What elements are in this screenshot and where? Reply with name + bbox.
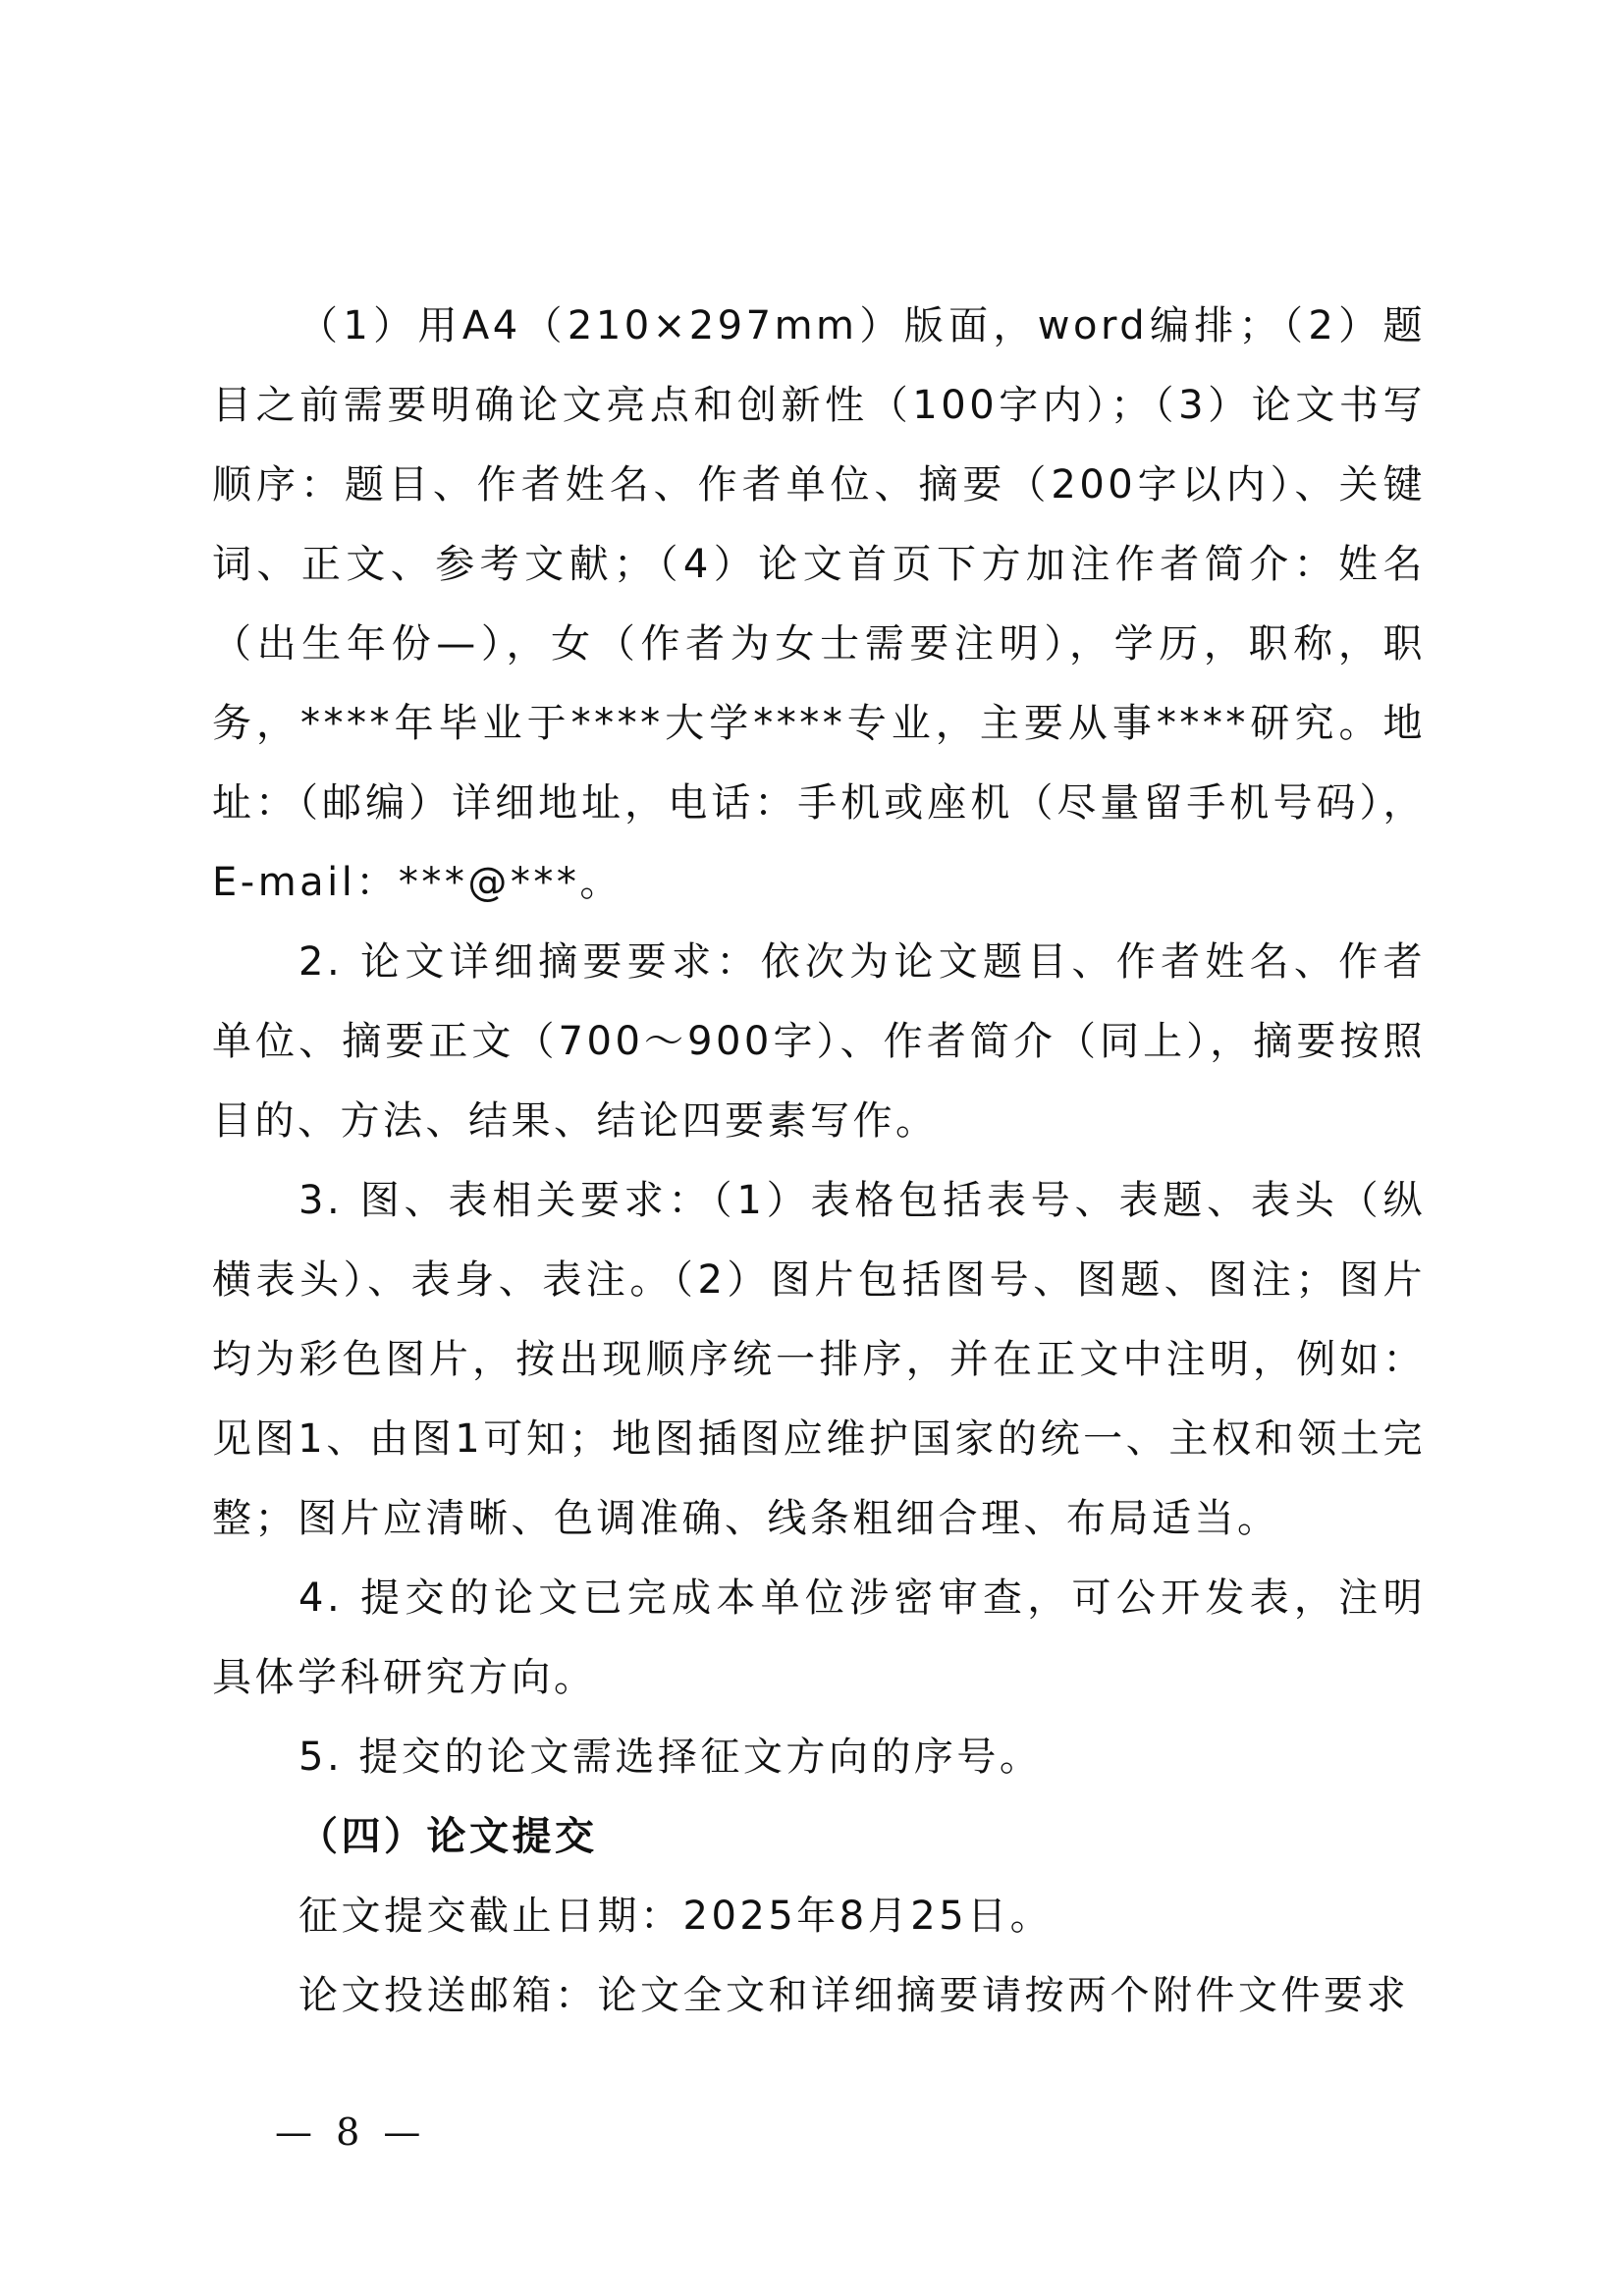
- paragraph-topic-number: 5. 提交的论文需选择征文方向的序号。: [298, 1735, 1043, 1780]
- paragraph-deadline: 征文提交截止日期：2025年8月25日。: [298, 1894, 1054, 1939]
- paragraph-format-requirements: （1）用A4（210×297mm）版面，word编排；（2）题目之前需要明确论文亮点和创新性（100字内）；（3）论文书写顺序：题目、作者姓名、作者单位、摘要（200字以内）、关键词、正文、参考文献；（4）论文首页下方加注作者简介：姓名（出生年份—），女（作者为女士需要注明），学历，职称，职务，****年毕业于****大学****专业，主要从事****研究。地址：（邮编）详细地址，电话：手机或座机（尽量留手机号码），E-mail：***@***。: [212, 303, 1426, 905]
- page-number: — 8 —: [275, 2110, 427, 2154]
- document-body: [212, 287, 1426, 2036]
- paragraph-submission-email: 论文投送邮箱：论文全文和详细摘要请按两个附件文件要求: [298, 1973, 1409, 2018]
- section-heading-submission: （四）论文提交: [298, 1814, 598, 1859]
- paragraph-abstract-requirements: 2. 论文详细摘要要求：依次为论文题目、作者姓名、作者单位、摘要正文（700～900字）、作者简介（同上），摘要按照目的、方法、结果、结论四要素写作。: [212, 939, 1426, 1144]
- paragraph-figure-table-requirements: 3. 图、表相关要求：（1）表格包括表号、表题、表头（纵横表头）、表身、表注。（2）图片包括图号、图题、图注；图片均为彩色图片，按出现顺序统一排序，并在正文中注明，例如：见图1、由图1可知；地图插图应维护国家的统一、主权和领土完整；图片应清晰、色调准确、线条粗细合理、布局适当。: [212, 1178, 1426, 1541]
- paragraph-security-review: 4. 提交的论文已完成本单位涉密审查，可公开发表，注明具体学科研究方向。: [212, 1575, 1426, 1700]
